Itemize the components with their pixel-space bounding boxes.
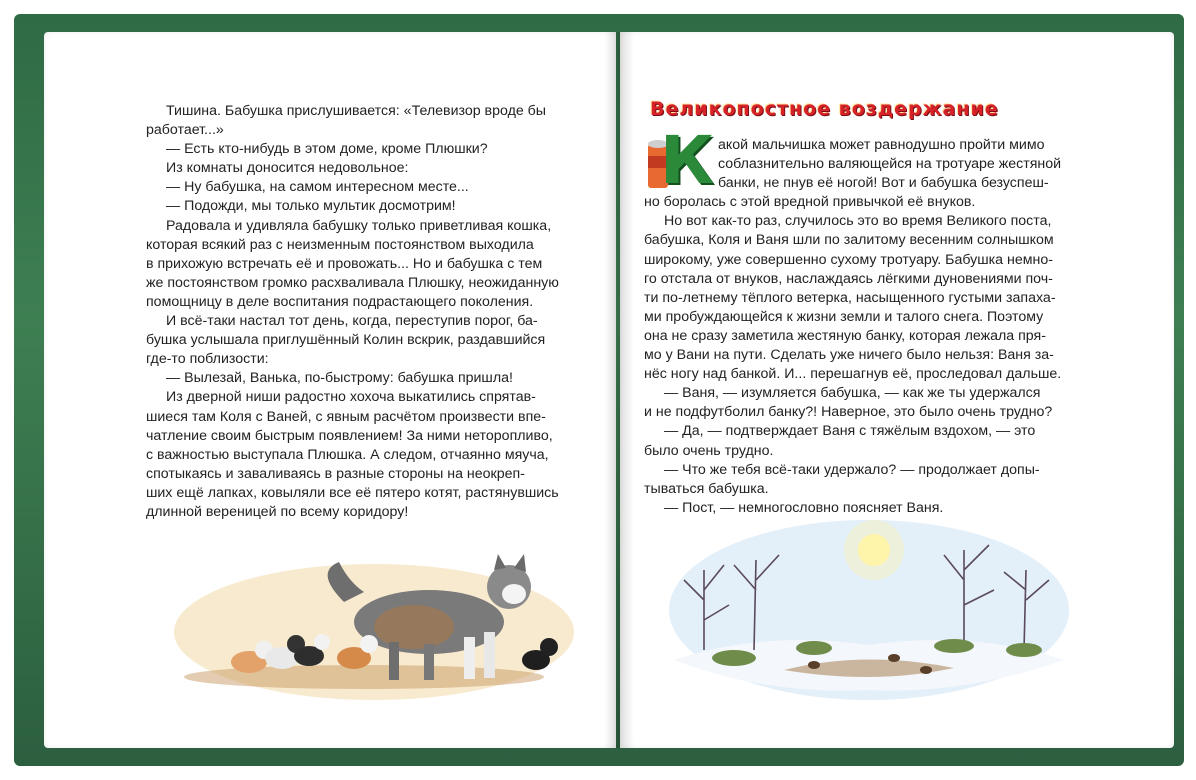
text-line: чатление своим быстрым появлением! За ними неторопливо, (146, 427, 553, 444)
text-line: помощницу в деле воспитания подрастающего поколения. (146, 293, 534, 310)
spring-landscape-illustration (664, 510, 1074, 710)
text-line: и не подфутболил банку?! Наверное, это было очень трудно? (644, 404, 1053, 421)
text-line: — Ваня, — изумляется бабушка, — как же ты удержался (664, 385, 1041, 402)
text-line: Радовала и удивляла бабушку только приветливая кошка, (166, 217, 552, 234)
text-line: — Есть кто-нибудь в этом доме, кроме Плюшки? (166, 141, 488, 158)
text-line: И всё-таки настал тот день, когда, переступив порог, ба- (166, 313, 538, 330)
text-line: длинной вереницей по всему коридору! (146, 503, 409, 520)
text-line: тываться бабушка. (644, 480, 769, 497)
text-line: акой мальчишка может равнодушно пройти мимо (718, 137, 1045, 153)
text-line: которая всякий раз с неизменным постоянством выходила (146, 236, 534, 253)
text-line: — Подожди, мы только мультик досмотрим! (166, 198, 456, 215)
text-line: Из дверной ниши радостно хохоча выкатились спрятав- (166, 389, 536, 406)
left-page (44, 32, 616, 748)
chapter-title: Великопостное воздержание (650, 98, 999, 120)
text-line: соблазнительно валяющейся на тротуаре жестяной (718, 156, 1062, 173)
text-line: в прихожую встречать её и провожать... Но и бабушка с тем (146, 255, 543, 272)
text-line: — Ну бабушка, на самом интересном месте... (166, 179, 469, 196)
text-line: шиеся там Коля с Ваней, с явным расчётом произвести впе- (146, 408, 546, 425)
text-line: она не сразу заметила жестяную банку, которая лежала пря- (644, 327, 1046, 344)
text-line: же постоянством громко расхваливала Плюшку, неожиданную (146, 274, 559, 291)
text-line: бушка услышала приглушённый Колин вскрик, раздавшийся (146, 332, 546, 349)
text-line: — Да, — подтверждает Ваня с тяжёлым вздохом, — это (664, 423, 1036, 440)
text-line: спотыкаясь и заваливаясь в разные стороны на неокреп- (146, 465, 525, 482)
right-page (620, 32, 1174, 748)
text-line: работает...» (146, 122, 224, 139)
text-line: ми пробуждающейся к жизни земли и талого снега. Поэтому (644, 308, 1044, 325)
text-line: Но вот как-то раз, случилось это во время Великого поста, (664, 213, 1052, 230)
text-line: было очень трудно. (644, 442, 774, 459)
text-line: нёс ногу над банкой. И... перешагнув её, проследовал дальше. (644, 366, 1062, 383)
text-line: с важностью выступала Плюшка. А следом, отчаянно мяуча, (146, 446, 549, 463)
left-page-text (146, 102, 596, 522)
text-line: — Пост, — немногословно поясняет Ваня. (664, 499, 944, 516)
right-page-text (644, 136, 1124, 518)
text-line: ти по-летнему тёплого ветерка, насыщенного густыми запаха- (644, 289, 1056, 306)
text-line: мо у Вани на пути. Сделать уже ничего было нельзя: Ваня за- (644, 347, 1054, 364)
text-line: бабушка, Коля и Ваня шли по залитому весенним солнышком (644, 232, 1054, 249)
text-line: Тишина. Бабушка прислушивается: «Телевизор вроде бы (166, 103, 546, 119)
book-spread (14, 14, 1184, 766)
text-line: банки, не пнув её ногой! Вот и бабушка безуспеш- (718, 175, 1049, 192)
cat-and-kittens-illustration (164, 532, 584, 712)
drop-cap-letter: К (660, 122, 714, 199)
text-line: ших ещё лапках, ковыляли все её пятеро котят, растянувшись (146, 484, 559, 501)
text-line: где-то поблизости: (146, 351, 269, 368)
text-line: — Вылезай, Ванька, по-быстрому: бабушка пришла! (166, 370, 513, 387)
text-line: но боролась с этой вредной привычкой её внуков. (644, 194, 976, 211)
text-line: Из комнаты доносится недовольное: (166, 160, 409, 177)
text-line: — Что же тебя всё-таки удержало? — продолжает допы- (664, 461, 1040, 478)
text-line: го отстала от внуков, наслаждаясь лёгкими дуновениями поч- (644, 270, 1053, 287)
text-line: широкому, уже совершенно сухому тротуару. Бабушка немно- (644, 251, 1053, 268)
